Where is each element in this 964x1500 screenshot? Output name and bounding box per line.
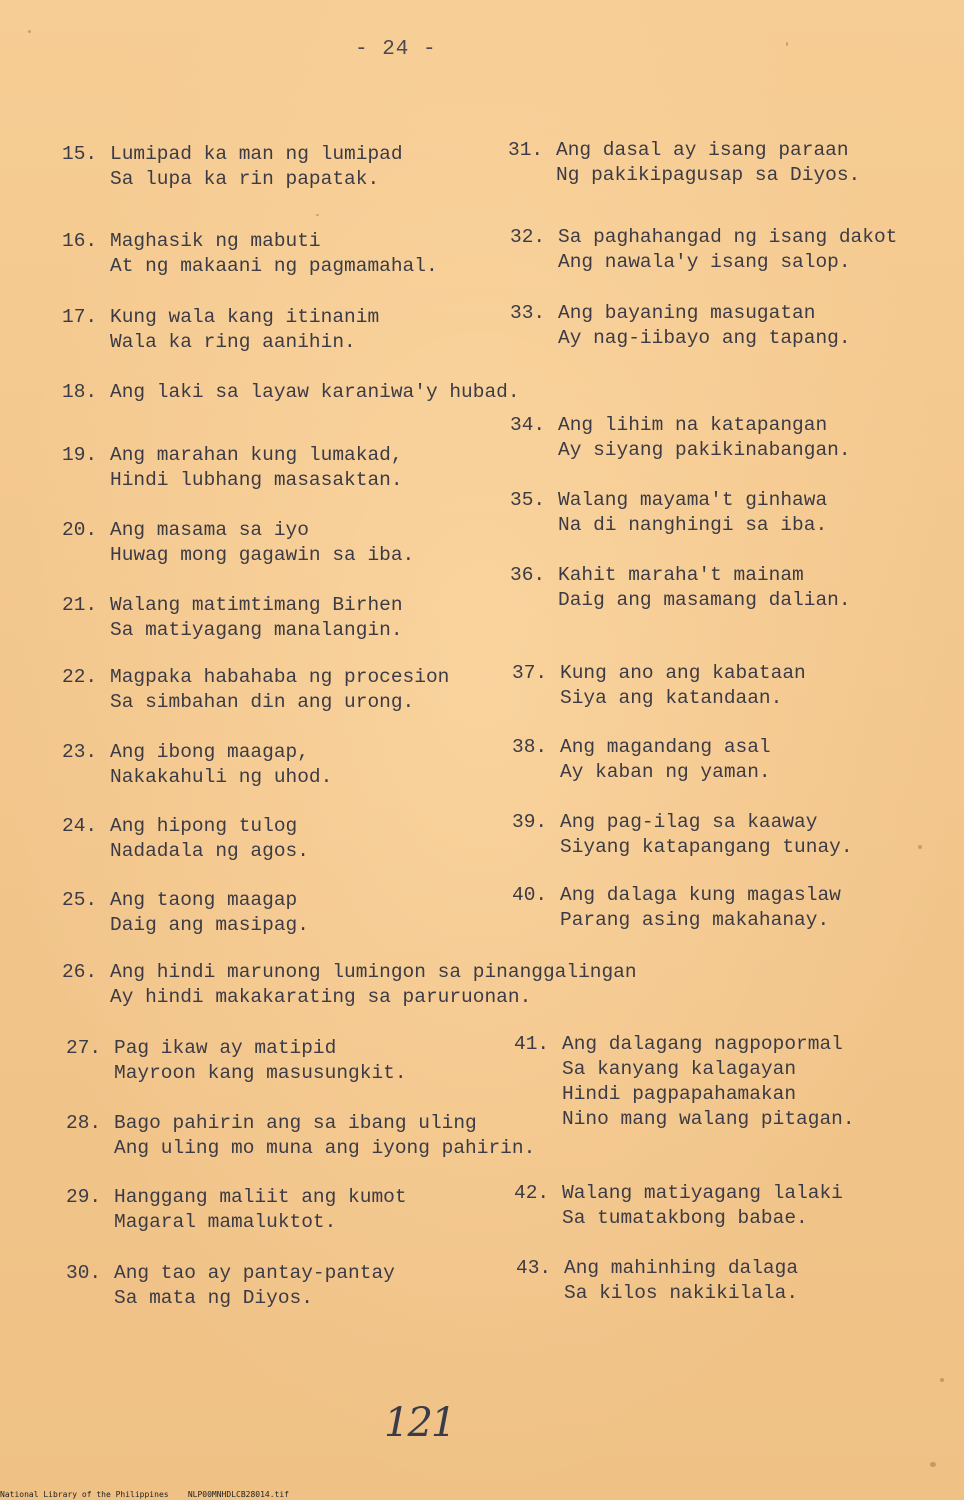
- proverb-number: 42.: [514, 1182, 550, 1204]
- proverb-21: [62, 593, 502, 643]
- proverb-number: 37.: [512, 662, 548, 684]
- proverb-number: 34.: [510, 414, 546, 436]
- proverb-line: Ang ibong maagap,: [110, 741, 309, 763]
- proverb-number: 35.: [510, 489, 546, 511]
- proverb-17: [62, 305, 502, 355]
- proverb-line: Bago pahirin ang sa ibang uling: [114, 1112, 477, 1134]
- paper-speck: [786, 42, 788, 46]
- proverb-line: Maghasik ng mabuti: [110, 230, 321, 252]
- proverb-line: Wala ka ring aanihin.: [110, 331, 356, 353]
- proverb-18: [62, 380, 582, 405]
- proverb-line: Ang nawala'y isang salop.: [558, 251, 851, 273]
- proverb-number: 36.: [510, 564, 546, 586]
- proverb-number: 26.: [62, 961, 98, 983]
- proverb-number: 24.: [62, 815, 98, 837]
- proverb-31: [508, 138, 948, 188]
- proverb-20: [62, 518, 502, 568]
- proverb-37: [512, 661, 952, 711]
- proverb-line: Hanggang maliit ang kumot: [114, 1186, 407, 1208]
- proverb-line: Ang dalaga kung magaslaw: [560, 884, 841, 906]
- proverb-24: [62, 814, 502, 864]
- paper-speck: [316, 214, 319, 216]
- proverb-number: 38.: [512, 736, 548, 758]
- proverb-line: Sa tumatakbong babae.: [562, 1207, 808, 1229]
- proverb-36: [510, 563, 950, 613]
- proverb-line: Nino mang walang pitagan.: [562, 1108, 855, 1130]
- proverb-line: Siyang katapangang tunay.: [560, 836, 853, 858]
- proverb-26: [62, 960, 762, 1010]
- proverb-number: 20.: [62, 519, 98, 541]
- proverb-line: Ang hipong tulog: [110, 815, 298, 837]
- proverb-line: Huwag mong gagawin sa iba.: [110, 544, 415, 566]
- proverb-number: 27.: [66, 1037, 102, 1059]
- paper-speck: [28, 30, 31, 33]
- proverb-line: Ang uling mo muna ang iyong pahirin.: [114, 1137, 536, 1159]
- proverb-line: Ay siyang pakikinabangan.: [558, 439, 851, 461]
- proverb-line: Kung ano ang kabataan: [560, 662, 806, 684]
- proverb-38: [512, 735, 952, 785]
- proverb-line: Ng pakikipagusap sa Diyos.: [556, 164, 861, 186]
- proverb-15: [62, 142, 502, 192]
- proverb-line: Ang laki sa layaw karaniwa'y hubad.: [110, 381, 520, 403]
- proverb-line: Lumipad ka man ng lumipad: [110, 143, 403, 165]
- proverb-number: 29.: [66, 1186, 102, 1208]
- proverb-line: Kahit maraha't mainam: [558, 564, 804, 586]
- proverb-number: 21.: [62, 594, 98, 616]
- proverb-number: 25.: [62, 889, 98, 911]
- proverb-number: 22.: [62, 666, 98, 688]
- proverb-line: Kung wala kang itinanim: [110, 306, 380, 328]
- proverb-30: [66, 1261, 506, 1311]
- proverb-line: Sa simbahan din ang urong.: [110, 691, 415, 713]
- proverb-number: 40.: [512, 884, 548, 906]
- proverb-line: Pag ikaw ay matipid: [114, 1037, 337, 1059]
- proverb-number: 43.: [516, 1257, 552, 1279]
- proverb-23: [62, 740, 502, 790]
- proverb-41: [514, 1032, 954, 1132]
- proverb-line: Ang marahan kung lumakad,: [110, 444, 403, 466]
- proverb-39: [512, 810, 952, 860]
- proverb-line: Magaral mamaluktot.: [114, 1211, 337, 1233]
- proverb-line: Ang masama sa iyo: [110, 519, 309, 541]
- proverb-number: 33.: [510, 302, 546, 324]
- proverb-line: Siya ang katandaan.: [560, 687, 783, 709]
- proverb-number: 17.: [62, 306, 98, 328]
- proverb-number: 18.: [62, 381, 98, 403]
- proverb-27: [66, 1036, 506, 1086]
- proverb-line: Ang taong maagap: [110, 889, 298, 911]
- proverb-19: [62, 443, 502, 493]
- proverb-number: 39.: [512, 811, 548, 833]
- proverb-line: Na di nanghingi sa iba.: [558, 514, 828, 536]
- proverb-line: Parang asing makahanay.: [560, 909, 830, 931]
- proverb-number: 28.: [66, 1112, 102, 1134]
- proverb-number: 23.: [62, 741, 98, 763]
- proverb-line: Magpaka habahaba ng procesion: [110, 666, 450, 688]
- proverb-33: [510, 301, 950, 351]
- proverb-line: Ang dasal ay isang paraan: [556, 139, 849, 161]
- proverb-line: Hindi pagpapahamakan: [562, 1083, 797, 1105]
- proverb-line: Daig ang masipag.: [110, 914, 309, 936]
- archive-footer: National Library of the Philippines NLP00MNHDLCB28014.tif: [0, 1490, 289, 1499]
- proverb-line: Sa matiyagang manalangin.: [110, 619, 403, 641]
- proverb-line: Ang magandang asal: [560, 736, 771, 758]
- proverb-line: Sa kanyang kalagayan: [562, 1058, 797, 1080]
- proverb-25: [62, 888, 502, 938]
- proverb-line: Ang lihim na katapangan: [558, 414, 828, 436]
- proverb-line: Walang matiyagang lalaki: [562, 1182, 843, 1204]
- proverb-line: Ay hindi makakarating sa paruruonan.: [110, 986, 532, 1008]
- proverb-35: [510, 488, 950, 538]
- proverb-line: Sa mata ng Diyos.: [114, 1287, 313, 1309]
- proverb-number: 19.: [62, 444, 98, 466]
- proverb-line: Ang hindi marunong lumingon sa pinanggalingan: [110, 961, 637, 983]
- proverb-40: [512, 883, 952, 933]
- paper-speck: [918, 845, 922, 849]
- proverb-32: [510, 225, 950, 275]
- proverb-line: Nakakahuli ng uhod.: [110, 766, 333, 788]
- proverb-16: [62, 229, 502, 279]
- proverb-line: Hindi lubhang masasaktan.: [110, 469, 403, 491]
- proverb-line: Walang matimtimang Birhen: [110, 594, 403, 616]
- proverb-line: Sa paghahangad ng isang dakot: [558, 226, 898, 248]
- proverb-number: 41.: [514, 1033, 550, 1055]
- proverb-line: Ang bayaning masugatan: [558, 302, 816, 324]
- proverb-line: Ang dalagang nagpopormal: [562, 1033, 843, 1055]
- proverb-number: 32.: [510, 226, 546, 248]
- proverb-line: Nadadala ng agos.: [110, 840, 309, 862]
- proverb-line: Ay kaban ng yaman.: [560, 761, 771, 783]
- proverb-line: Ang tao ay pantay-pantay: [114, 1262, 395, 1284]
- proverb-number: 15.: [62, 143, 98, 165]
- proverb-line: Sa kilos nakikilala.: [564, 1282, 799, 1304]
- proverb-line: Sa lupa ka rin papatak.: [110, 168, 380, 190]
- paper-speck: [930, 1462, 936, 1467]
- proverb-number: 16.: [62, 230, 98, 252]
- proverb-43: [516, 1256, 956, 1306]
- proverb-34: [510, 413, 950, 463]
- proverb-line: Ang pag-ilag sa kaaway: [560, 811, 818, 833]
- proverb-line: Ang mahinhing dalaga: [564, 1257, 799, 1279]
- proverb-line: At ng makaani ng pagmamahal.: [110, 255, 438, 277]
- proverb-number: 30.: [66, 1262, 102, 1284]
- proverb-22: [62, 665, 502, 715]
- handwritten-folio-number: 121: [384, 1400, 455, 1446]
- proverb-42: [514, 1181, 954, 1231]
- page-number: - 24 -: [355, 38, 437, 61]
- proverb-line: Mayroon kang masusungkit.: [114, 1062, 407, 1084]
- paper-speck: [940, 1378, 944, 1382]
- proverb-line: Walang mayama't ginhawa: [558, 489, 828, 511]
- proverb-29: [66, 1185, 506, 1235]
- proverb-number: 31.: [508, 139, 544, 161]
- proverb-line: Ay nag-iibayo ang tapang.: [558, 327, 851, 349]
- proverb-line: Daig ang masamang dalian.: [558, 589, 851, 611]
